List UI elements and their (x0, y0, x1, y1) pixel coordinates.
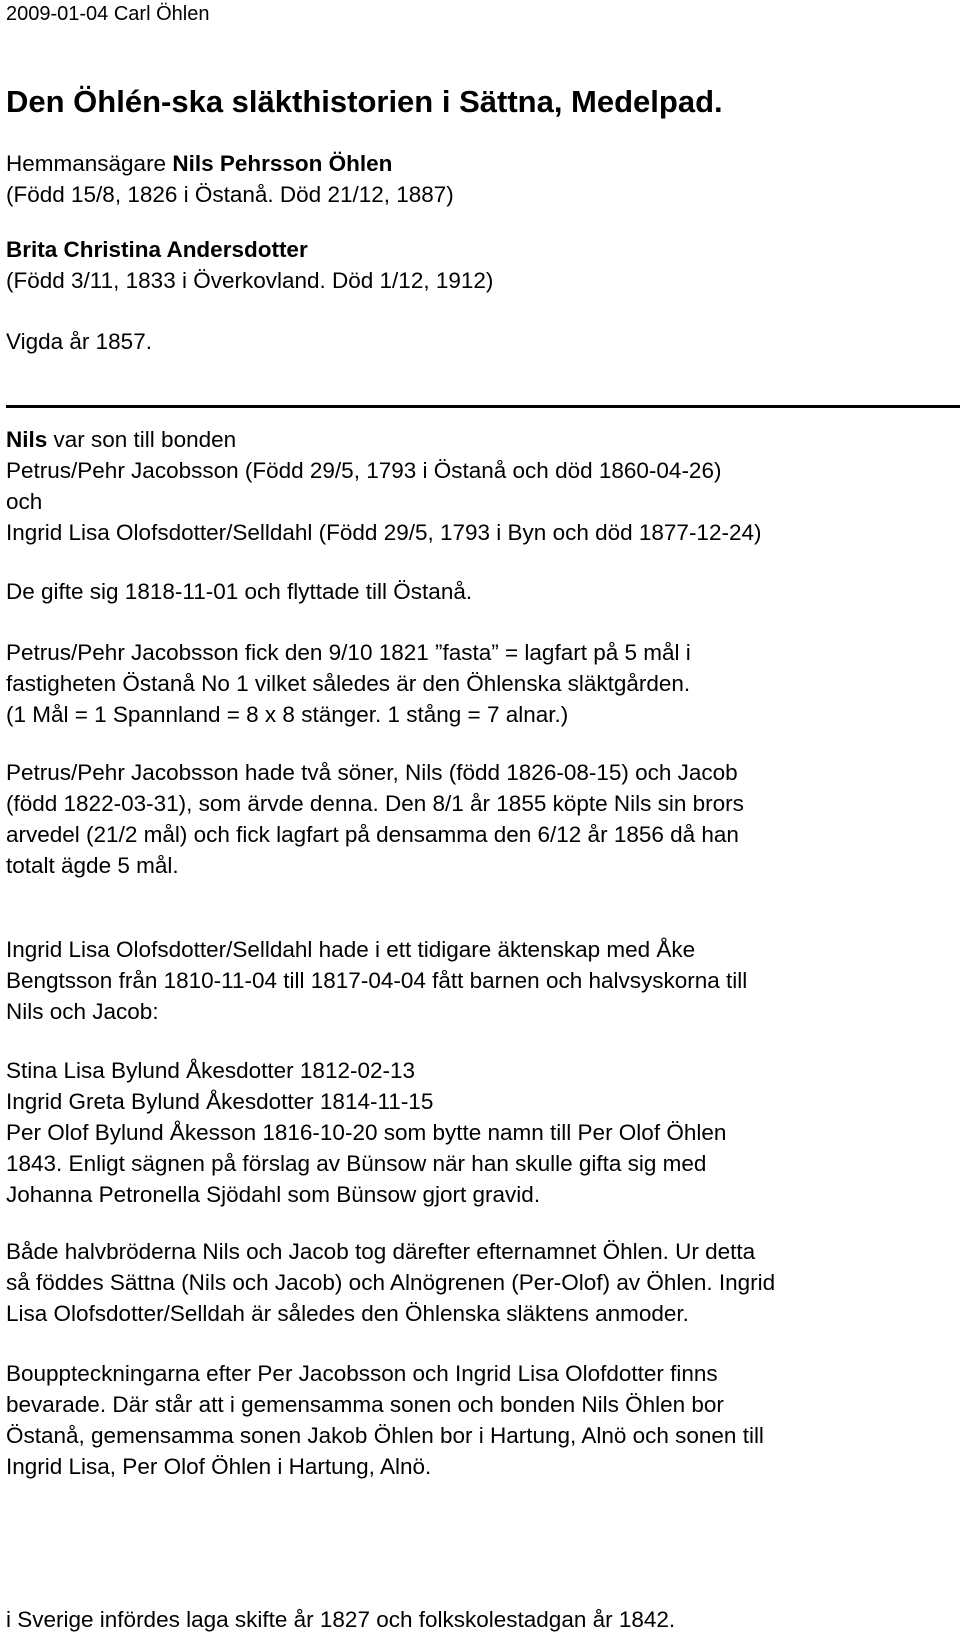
lineage-father: Petrus/Pehr Jacobsson (Född 29/5, 1793 i Östanå och död 1860-04-26) (6, 458, 722, 483)
father-role: Hemmansägare (6, 151, 173, 176)
father-block (6, 148, 454, 210)
sons-line-2: (född 1822-03-31), som ärvde denna. Den 8/1 år 1855 köpte Nils sin brors (6, 791, 744, 816)
sons-line-3: arvedel (21/2 mål) och fick lagfart på densamma den 6/12 år 1856 då han (6, 822, 739, 847)
children-line-4: 1843. Enligt sägnen på förslag av Bünsow när han skulle gifta sig med (6, 1151, 707, 1176)
mother-block (6, 234, 493, 296)
children-line-3: Per Olof Bylund Åkesson 1816-10-20 som bytte namn till Per Olof Öhlen (6, 1120, 727, 1145)
estate-line-2: bevarade. Där står att i gemensamma sonen och bonden Nils Öhlen bor (6, 1392, 724, 1417)
horizontal-divider (6, 405, 960, 408)
lineage-block (6, 424, 761, 548)
previous-marriage-line-1: Ingrid Lisa Olofsdotter/Selldahl hade i ett tidigare äktenskap med Åke (6, 937, 696, 962)
children-line-5: Johanna Petronella Sjödahl som Bünsow gjort gravid. (6, 1182, 541, 1207)
deed-line-3: (1 Mål = 1 Spannland = 8 x 8 stänger. 1 stång = 7 alnar.) (6, 702, 569, 727)
previous-marriage-paragraph (6, 934, 747, 1027)
page-title: Den Öhlén-ska släkthistorien i Sättna, Medelpad. (6, 84, 723, 119)
estate-paragraph (6, 1358, 764, 1482)
surname-line-3: Lisa Olofsdotter/Selldah är således den Öhlenska släktens anmoder. (6, 1301, 689, 1326)
mother-dates: (Född 3/11, 1833 i Överkovland. Död 1/12, 1912) (6, 268, 494, 293)
children-line-2: Ingrid Greta Bylund Åkesdotter 1814-11-15 (6, 1089, 434, 1114)
previous-marriage-line-2: Bengtsson från 1810-11-04 till 1817-04-04 fått barnen och halvsyskorna till (6, 968, 748, 993)
married-year: Vigda år 1857. (6, 329, 152, 354)
wedding-line: De gifte sig 1818-11-01 och flyttade till Östanå. (6, 579, 473, 604)
estate-line-3: Östanå, gemensamma sonen Jakob Öhlen bor i Hartung, Alnö och sonen till (6, 1423, 764, 1448)
sons-line-1: Petrus/Pehr Jacobsson hade två söner, Nils (född 1826-08-15) och Jacob (6, 760, 738, 785)
deed-line-1: Petrus/Pehr Jacobsson fick den 9/10 1821 ”fasta” = lagfart på 5 mål i (6, 640, 691, 665)
lineage-mother: Ingrid Lisa Olofsdotter/Selldahl (Född 29/5, 1793 i Byn och död 1877-12-24) (6, 520, 762, 545)
estate-line-4: Ingrid Lisa, Per Olof Öhlen i Hartung, Alnö. (6, 1454, 432, 1479)
surname-line-1: Både halvbröderna Nils och Jacob tog därefter efternamnet Öhlen. Ur detta (6, 1239, 756, 1264)
sons-paragraph (6, 757, 744, 881)
deed-paragraph (6, 637, 691, 730)
father-name: Nils Pehrsson Öhlen (172, 151, 393, 176)
footer-note: i Sverige infördes laga skifte år 1827 och folkskolestadgan år 1842. (6, 1607, 676, 1632)
children-line-1: Stina Lisa Bylund Åkesdotter 1812-02-13 (6, 1058, 416, 1083)
previous-marriage-line-3: Nils och Jacob: (6, 999, 159, 1024)
lineage-intro-name: Nils (6, 427, 48, 452)
estate-line-1: Bouppteckningarna efter Per Jacobsson och Ingrid Lisa Olofdotter finns (6, 1361, 718, 1386)
sons-line-4: totalt ägde 5 mål. (6, 853, 179, 878)
header-date-author: 2009-01-04 Carl Öhlen (6, 3, 210, 25)
surname-paragraph (6, 1236, 775, 1329)
lineage-intro-rest: var son till bonden (47, 427, 237, 452)
lineage-och: och (6, 489, 43, 514)
father-line (6, 148, 454, 179)
father-dates: (Född 15/8, 1826 i Östanå. Död 21/12, 1887) (6, 182, 454, 207)
children-paragraph (6, 1055, 726, 1210)
deed-line-2: fastigheten Östanå No 1 vilket således är den Öhlenska släktgården. (6, 671, 691, 696)
mother-name: Brita Christina Andersdotter (6, 237, 308, 262)
lineage-intro (6, 424, 761, 455)
surname-line-2: så föddes Sättna (Nils och Jacob) och Alnögrenen (Per-Olof) av Öhlen. Ingrid (6, 1270, 776, 1295)
